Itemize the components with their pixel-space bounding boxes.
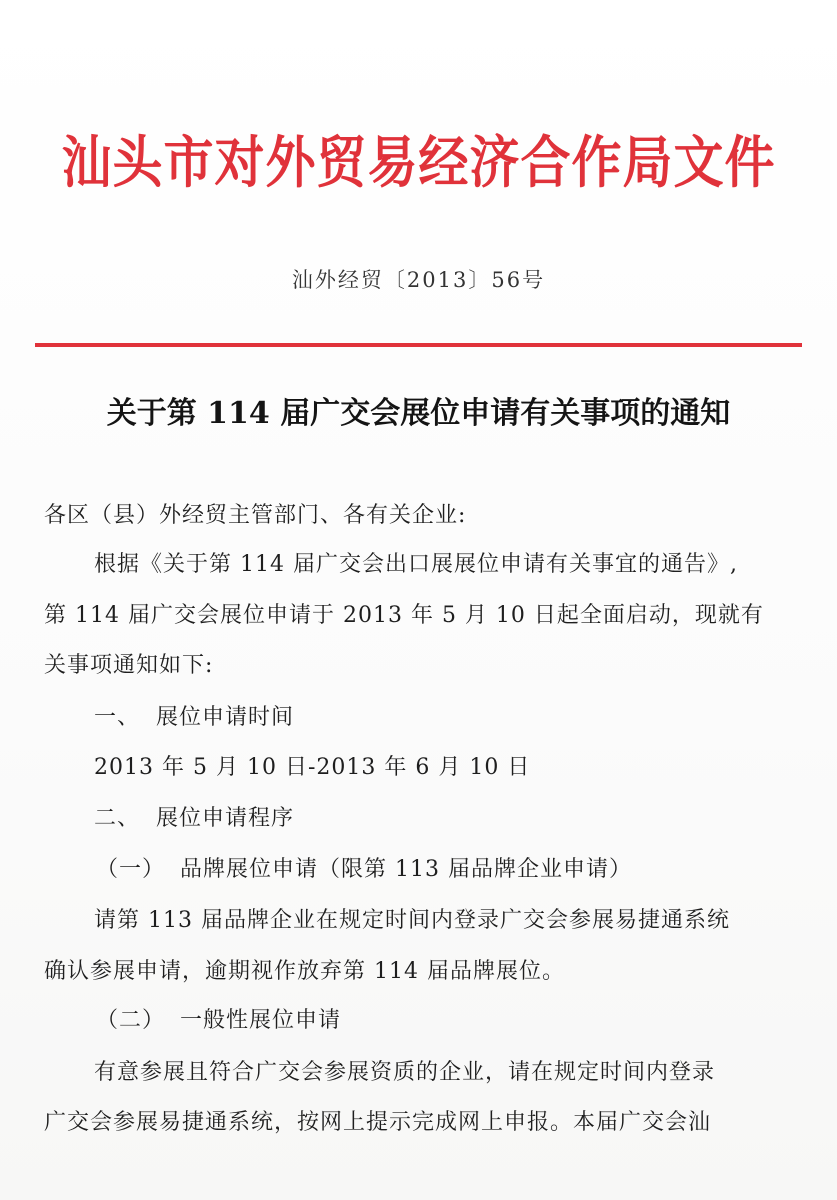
agency-letterhead: 汕头市对外贸易经济合作局文件 bbox=[61, 130, 776, 196]
subsection-2-number: （二） bbox=[96, 1008, 166, 1033]
section-2-title: 展位申请程序 bbox=[156, 806, 295, 831]
intro-line-1: 根据《关于第 114 届广交会出口展展位申请有关事宜的通告》, bbox=[94, 552, 738, 577]
section-2-heading bbox=[94, 801, 294, 832]
subsection-2-line-2: 广交会参展易捷通系统，按网上提示完成网上申报。本届广交会汕 bbox=[44, 1110, 712, 1135]
subsection-1-title: 品牌展位申请（限第 113 届品牌企业申请） bbox=[180, 857, 632, 882]
subsection-2-line-1: 有意参展且符合广交会参展资质的企业，请在规定时间内登录 bbox=[94, 1060, 716, 1085]
section-1-heading bbox=[94, 700, 294, 731]
section-2-number: 二、 bbox=[94, 806, 141, 831]
subsection-1-number: （一） bbox=[96, 857, 166, 882]
document-title: 关于第 114 届广交会展位申请有关事项的通知 bbox=[106, 396, 731, 431]
section-1-content: 2013 年 5 月 10 日-2013 年 6 月 10 日 bbox=[94, 755, 531, 780]
subsection-2-title: 一般性展位申请 bbox=[180, 1008, 342, 1033]
section-1-title: 展位申请时间 bbox=[156, 705, 295, 730]
subsection-1-heading bbox=[96, 852, 632, 883]
intro-line-3: 关事项通知如下: bbox=[44, 653, 214, 678]
document-number: 汕外经贸〔2013〕56号 bbox=[291, 268, 546, 292]
salutation: 各区（县）外经贸主管部门、各有关企业: bbox=[44, 503, 467, 528]
red-divider-line bbox=[35, 343, 802, 347]
subsection-1-line-1: 请第 113 届品牌企业在规定时间内登录广交会参展易捷通系统 bbox=[94, 908, 730, 933]
subsection-2-heading bbox=[96, 1003, 341, 1034]
subsection-1-line-2: 确认参展申请，逾期视作放弃第 114 届品牌展位。 bbox=[44, 959, 565, 984]
intro-line-2: 第 114 届广交会展位申请于 2013 年 5 月 10 日起全面启动，现就有 bbox=[44, 603, 764, 628]
section-1-number: 一、 bbox=[94, 705, 141, 730]
